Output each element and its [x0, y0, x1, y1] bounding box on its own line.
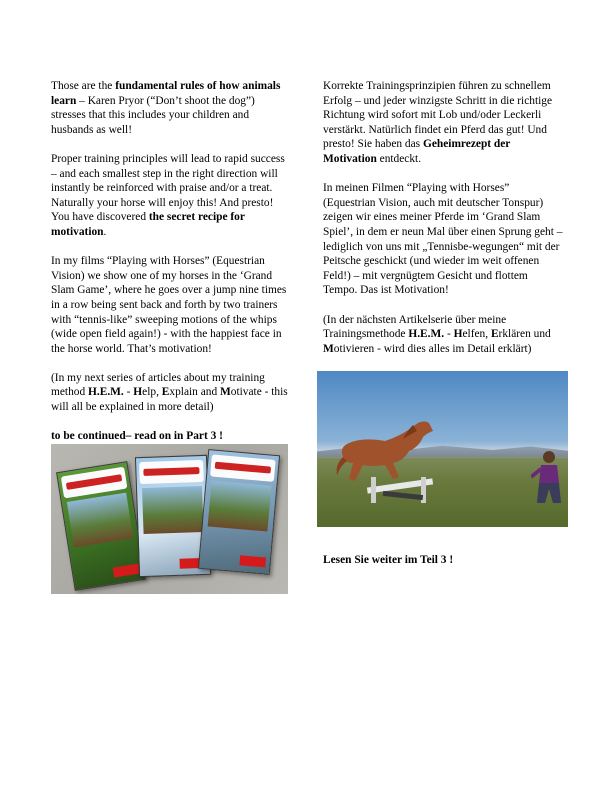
bold-letter: H — [453, 328, 463, 341]
text-segment: Proper training principles will lead to rapid success – and each smallest step in the right direction will instantly be reinforced with praise and/or a treat. Naturally your horse will enjoy this! And presto! You have discovered — [51, 152, 285, 224]
left-column — [51, 79, 291, 458]
bold-phrase: Lesen Sie weiter im Teil 3 ! — [323, 554, 454, 566]
bold-phrase: H.E.M. — [408, 328, 445, 341]
text-segment: Korrekte Trainingsprinzipien führen zu schnellem Erfolg – und jeder winzigste Schritt in die richtige Richtung wird sofort mit Lob und/oder Leckerli verstärkt. Natürlich findet ein Pferd das gut! Und presto! Sie haben das — [323, 80, 553, 151]
text-segment: entdeckt. — [376, 152, 422, 165]
text-segment: otivate - this will all be explained in more detail) — [51, 386, 288, 414]
bold-phrase: fundamental rules of how animals learn — [51, 80, 281, 107]
dvd-cover-1 — [56, 461, 146, 591]
text-segment: (In der nächsten Artikelserie über meine Trainingsmethode — [323, 313, 507, 341]
bold-phrase: the secret recipe for motivation — [51, 211, 245, 238]
text-segment: (In my next series of articles about my training method — [51, 371, 265, 399]
bold-letter: E — [490, 328, 499, 341]
text-segment: Those are the — [51, 80, 116, 92]
bold-phrase: to be continued– read on in Part 3 ! — [51, 430, 223, 443]
paragraph-filme: In meinen Filmen “Playing with Horses” (Equestrian Vision, auch mit deutscher Tonspur) zeigen wir eines meiner Pferde im ‘Grand Slam Spiel’, in dem er neun Mal über einen Sprung geht – lediglich von uns mit „Tennisbe-wegungen“ mit der Peitsche geschickt (und wieder im weit offenen Feld!) – mit vergnügtem Gesicht und flottem Tempo. Das ist Motivation! — [323, 182, 563, 297]
bold-letter: M — [323, 342, 334, 355]
text-segment: xplain and — [169, 386, 221, 399]
bold-letter: M — [220, 386, 231, 399]
dvd-cover-3 — [198, 449, 280, 575]
bold-letter: H — [133, 386, 143, 399]
continued-note-german — [323, 553, 563, 568]
trainer-person-icon — [531, 449, 563, 509]
paragraph-hem-method — [51, 371, 291, 415]
paragraph-training-principles — [51, 152, 291, 240]
text-segment: elp, — [142, 386, 162, 399]
paragraph-trainingsprinzipien — [323, 79, 563, 167]
bold-phrase: H.E.M. — [88, 386, 124, 399]
text-segment: – Karen Pryor (“Don’t shoot the dog”) stresses that this includes your children and husbands as well! — [51, 94, 255, 136]
text-segment: rklären und — [498, 328, 551, 341]
text-segment: otivieren - wird dies alles im Detail erklärt) — [333, 342, 532, 355]
continued-note-german-container — [323, 553, 563, 582]
bold-phrase: Geheimrezept der Motivation — [323, 138, 511, 165]
text-segment: elfen, — [462, 328, 491, 341]
paragraph-hem-methode — [323, 313, 563, 357]
dvd-covers-photo — [51, 444, 288, 594]
bold-letter: E — [161, 386, 170, 399]
text-segment: - — [444, 328, 454, 341]
continued-note-english — [51, 429, 291, 444]
horse-jumping-photo — [317, 371, 568, 527]
text-segment: . — [103, 225, 107, 238]
jump-obstacle-icon — [363, 471, 437, 505]
paragraph-learning-rules — [51, 79, 291, 137]
right-column — [323, 79, 563, 371]
text-segment: - — [123, 386, 134, 399]
paragraph-films: In my films “Playing with Horses” (Equestrian Vision) we show one of my horses in the ‘Grand Slam Game’, where he goes over a jump nine times in a row being sent back and forth by two trainers with “tennis-like” sweeping motions of the whips (wide open field again!) - with the happiest face in the horse world. That’s motivation! — [51, 255, 287, 355]
